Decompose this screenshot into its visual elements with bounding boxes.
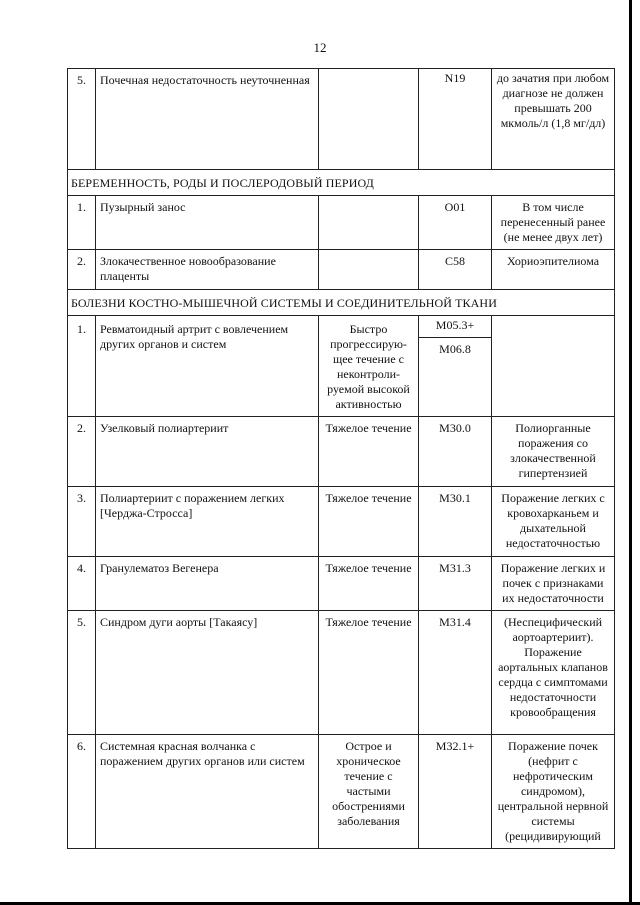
- course-cell: Тяжелое течение: [319, 417, 419, 487]
- course-cell: [319, 196, 419, 250]
- section-header: [68, 290, 615, 316]
- disease-name: Пузырный занос: [96, 196, 319, 250]
- note-cell: В том числе перенесенный ранее (не менее двух лет): [492, 196, 615, 250]
- disease-name: Злокачественное новообразование плаценты: [96, 250, 319, 290]
- note-cell: Поражение легких и почек с признаками их недостаточности: [492, 557, 615, 611]
- disease-name: Системная красная волчанка с поражением других органов или систем: [96, 735, 319, 849]
- disease-name: Ревматоидный артрит с вовлечением других органов и систем: [96, 316, 319, 417]
- course-cell: Быстро прогрессирую- щее течение с неконтроли- руемой высокой активностью: [319, 316, 419, 417]
- course-cell: Тяжелое течение: [319, 487, 419, 557]
- note-cell: (Неспецифический аортоартериит). Поражение аортальных клапанов сердца с симптомами недостаточности кровообращения: [492, 611, 615, 735]
- icd-code: M06.8: [439, 342, 471, 356]
- row-number: 6.: [68, 735, 96, 849]
- table-row: [68, 487, 615, 557]
- icd-code: C58: [419, 250, 492, 290]
- icd-code: M32.1+: [419, 735, 492, 849]
- note-cell: Полиорганные поражения со злокачественной гипертензией: [492, 417, 615, 487]
- note-cell: Хориоэпителиома: [492, 250, 615, 290]
- course-cell: [319, 250, 419, 290]
- row-number: 5.: [68, 611, 96, 735]
- icd-code: M31.4: [419, 611, 492, 735]
- course-cell: Тяжелое течение: [319, 611, 419, 735]
- row-number: 1.: [68, 196, 96, 250]
- table-row: [68, 69, 615, 170]
- section-title: БОЛЕЗНИ КОСТНО-МЫШЕЧНОЙ СИСТЕМЫ И СОЕДИНИТЕЛЬНОЙ ТКАНИ: [68, 290, 615, 316]
- icd-code: M31.3: [419, 557, 492, 611]
- row-number: 3.: [68, 487, 96, 557]
- table-row: [68, 250, 615, 290]
- note-cell: Поражение легких с кровохарканьем и дыхательной недостаточностью: [492, 487, 615, 557]
- icd-code: O01: [419, 196, 492, 250]
- course-cell: Острое и хроническое течение с частыми обострениями заболевания: [319, 735, 419, 849]
- table-row: [68, 557, 615, 611]
- icd-code: N19: [419, 69, 492, 170]
- row-number: 4.: [68, 557, 96, 611]
- course-cell: Тяжелое течение: [319, 557, 419, 611]
- row-number: 5.: [68, 69, 96, 170]
- icd-code: M05.3+: [419, 316, 491, 338]
- page-number: 12: [313, 40, 327, 55]
- icd-code-group: [419, 316, 492, 417]
- disease-name: Полиартериит с поражением легких [Черджа-Стросса]: [96, 487, 319, 557]
- table-row: [68, 735, 615, 849]
- icd-code: M30.0: [419, 417, 492, 487]
- row-number: 1.: [68, 316, 96, 417]
- disease-name: Узелковый полиартериит: [96, 417, 319, 487]
- disease-name: Синдром дуги аорты [Такаясу]: [96, 611, 319, 735]
- row-number: 2.: [68, 417, 96, 487]
- course-cell: [319, 69, 419, 170]
- section-title: БЕРЕМЕННОСТЬ, РОДЫ И ПОСЛЕРОДОВЫЙ ПЕРИОД: [68, 170, 615, 196]
- table-row: [68, 611, 615, 735]
- scan-edge-right: [629, 0, 632, 905]
- table-row: [68, 196, 615, 250]
- note-cell: [492, 316, 615, 417]
- note-cell: Поражение почек (нефрит с нефротическим синдромом), центральной нервной системы (рецидивирующий: [492, 735, 615, 849]
- table-row: [68, 417, 615, 487]
- disease-table: [67, 68, 615, 849]
- table-row: [68, 316, 615, 417]
- section-header: [68, 170, 615, 196]
- note-cell: до зачатия при любом диагнозе не должен превышать 200 мкмоль/л (1,8 мг/дл): [492, 69, 615, 170]
- disease-name: Гранулематоз Вегенера: [96, 557, 319, 611]
- icd-code: M30.1: [419, 487, 492, 557]
- disease-name: Почечная недостаточность неуточненная: [96, 69, 319, 170]
- row-number: 2.: [68, 250, 96, 290]
